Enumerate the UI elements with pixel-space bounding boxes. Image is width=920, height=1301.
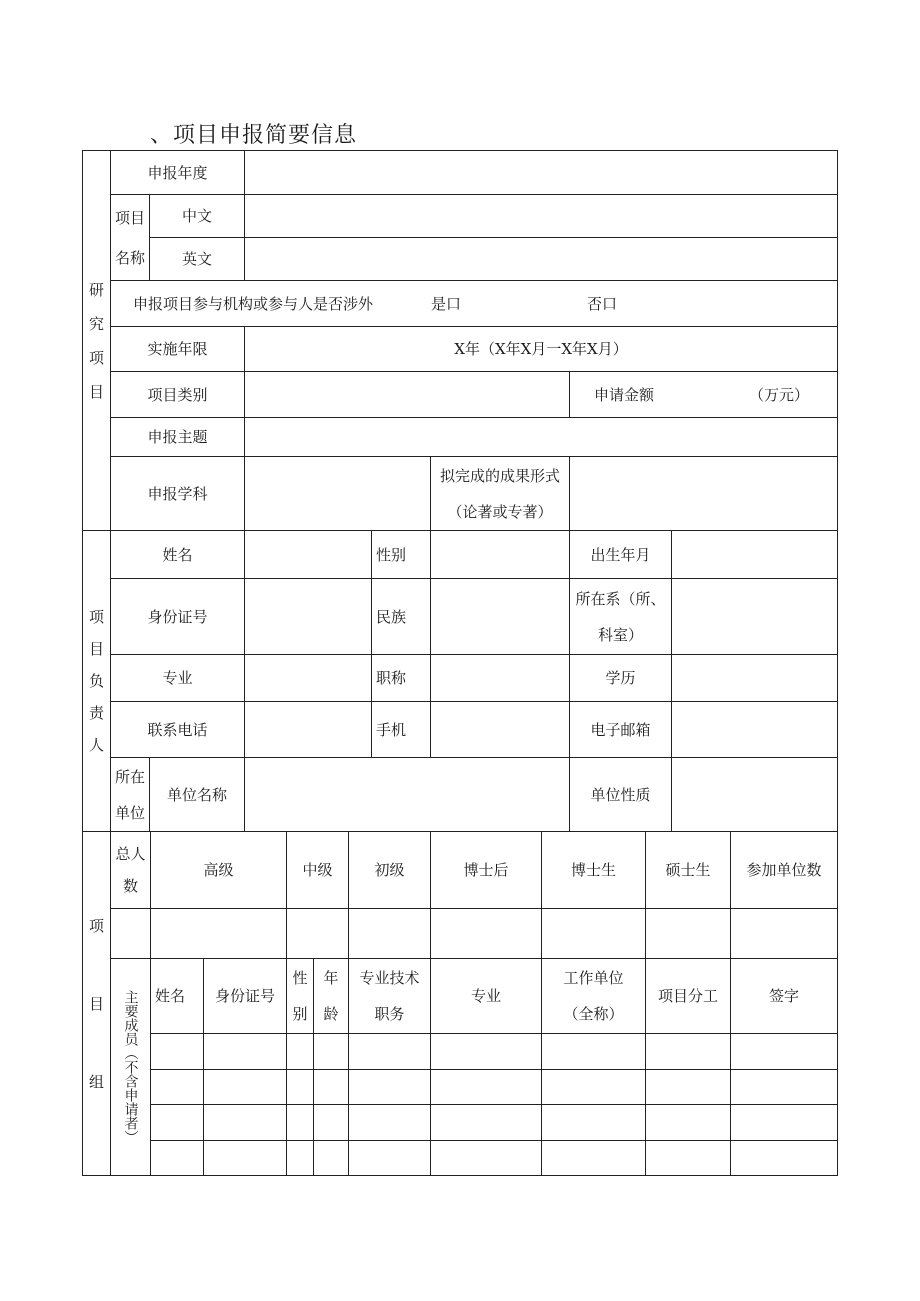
members-side-label: 主要成员（不含申请者） [110,958,151,1176]
member-cell-tech-title[interactable] [348,1069,431,1105]
count-value-senior[interactable] [150,908,287,959]
member-cell-age[interactable] [313,1069,349,1105]
count-header-postdoc: 博士后 [430,831,542,909]
leader-ethnicity-label: 民族 [371,578,431,655]
member-header-workplace: 工作单位 （全称） [541,958,646,1034]
member-cell-signature[interactable] [730,1104,838,1141]
member-cell-name[interactable] [150,1069,204,1105]
member-cell-name[interactable] [150,1033,204,1070]
amount-label: 申请金额 [594,385,655,404]
leader-title-value[interactable] [430,654,570,702]
member-header-age: 年 龄 [313,958,349,1034]
member-cell-tech-title[interactable] [348,1033,431,1070]
member-cell-age[interactable] [313,1033,349,1070]
member-cell-tech-title[interactable] [348,1140,431,1176]
leader-birth-label: 出生年月 [569,530,672,579]
cn-name-label: 中文 [149,194,245,238]
leader-name-value[interactable] [244,530,372,579]
no-checkbox[interactable]: 否口 [587,294,618,313]
member-cell-major[interactable] [430,1104,542,1141]
member-cell-major[interactable] [430,1033,542,1070]
leader-title-label: 职称 [371,654,431,702]
category-label: 项目类别 [110,371,245,418]
member-cell-workplace[interactable] [541,1033,646,1070]
topic-label: 申报主题 [110,417,245,457]
member-cell-gender[interactable] [286,1140,314,1176]
member-cell-tech-title[interactable] [348,1104,431,1141]
discipline-value[interactable] [244,456,431,531]
member-cell-gender[interactable] [286,1033,314,1070]
member-cell-role[interactable] [645,1069,731,1105]
member-cell-signature[interactable] [730,1033,838,1070]
team-total-label: 总人 数 [110,831,151,909]
leader-mobile-label: 手机 [371,701,431,758]
member-cell-signature[interactable] [730,1140,838,1176]
member-header-major: 专业 [430,958,542,1034]
member-cell-major[interactable] [430,1069,542,1105]
leader-phone-value[interactable] [244,701,372,758]
leader-org-type-label: 单位性质 [569,757,672,832]
leader-major-value[interactable] [244,654,372,702]
page-title: 、项目申报简要信息 [150,123,358,148]
foreign-question-row [110,280,838,327]
leader-id-label: 身份证号 [110,578,245,655]
foreign-question: 申报项目参与机构或参与人是否涉外 [133,294,374,313]
member-header-role: 项目分工 [645,958,731,1034]
member-cell-age[interactable] [313,1140,349,1176]
member-cell-role[interactable] [645,1033,731,1070]
count-value-total[interactable] [110,908,151,959]
count-value-junior[interactable] [348,908,431,959]
category-value[interactable] [244,371,570,418]
leader-org-name-label: 单位名称 [149,757,245,832]
leader-side-label: 项 目 负 责 人 [82,530,111,832]
member-cell-role[interactable] [645,1140,731,1176]
count-header-middle: 中级 [286,831,349,909]
member-header-gender: 性 别 [286,958,314,1034]
discipline-label: 申报学科 [110,456,245,531]
topic-value[interactable] [244,417,838,457]
count-header-senior: 高级 [150,831,287,909]
member-cell-workplace[interactable] [541,1140,646,1176]
count-value-postdoc[interactable] [430,908,542,959]
member-cell-gender[interactable] [286,1104,314,1141]
member-header-id: 身份证号 [203,958,287,1034]
duration-label: 实施年限 [110,326,245,372]
leader-id-value[interactable] [244,578,372,655]
year-label: 申报年度 [110,150,245,195]
count-value-phd[interactable] [541,908,646,959]
leader-gender-value[interactable] [430,530,570,579]
duration-value[interactable]: X年（X年X月一X年X月） [244,326,838,372]
leader-email-value[interactable] [671,701,838,758]
leader-org-type-value[interactable] [671,757,838,832]
leader-name-label: 姓名 [110,530,245,579]
cn-name-value[interactable] [244,194,838,238]
leader-org-name-value[interactable] [244,757,570,832]
outcome-label: 拟完成的成果形式 （论著或专著） [430,456,570,531]
leader-mobile-value[interactable] [430,701,570,758]
member-cell-role[interactable] [645,1104,731,1141]
count-header-master: 硕士生 [645,831,731,909]
leader-education-value[interactable] [671,654,838,702]
member-cell-workplace[interactable] [541,1104,646,1141]
yes-checkbox[interactable]: 是口 [431,294,462,313]
year-value[interactable] [244,150,838,195]
leader-dept-label: 所在系（所、 科室） [569,578,672,655]
member-cell-id[interactable] [203,1069,287,1105]
count-header-junior: 初级 [348,831,431,909]
leader-phone-label: 联系电话 [110,701,245,758]
member-cell-age[interactable] [313,1104,349,1141]
member-cell-signature[interactable] [730,1069,838,1105]
leader-education-label: 学历 [569,654,672,702]
member-cell-id[interactable] [203,1104,287,1141]
member-cell-name[interactable] [150,1140,204,1176]
member-cell-workplace[interactable] [541,1069,646,1105]
member-cell-major[interactable] [430,1140,542,1176]
member-cell-id[interactable] [203,1033,287,1070]
leader-gender-label: 性别 [371,530,431,579]
leader-org-side-label: 所在 单位 [110,757,150,832]
team-side-label: 项 目 组 [82,831,111,1176]
amount-row [569,371,838,418]
leader-major-label: 专业 [110,654,245,702]
count-value-middle[interactable] [286,908,349,959]
leader-birth-value[interactable] [671,530,838,579]
count-value-orgs[interactable] [730,908,838,959]
leader-email-label: 电子邮箱 [569,701,672,758]
leader-ethnicity-value[interactable] [430,578,570,655]
member-header-name: 姓名 [150,958,204,1034]
outcome-value[interactable] [569,456,838,531]
count-header-phd: 博士生 [541,831,646,909]
member-cell-name[interactable] [150,1104,204,1141]
member-header-signature: 签字 [730,958,838,1034]
member-cell-id[interactable] [203,1140,287,1176]
member-cell-gender[interactable] [286,1069,314,1105]
research-side-label: 研 究 项 目 [82,150,111,531]
count-header-orgs: 参加单位数 [730,831,838,909]
leader-dept-value[interactable] [671,578,838,655]
project-name-label: 项目 名称 [110,194,150,281]
amount-unit: （万元） [748,385,809,404]
en-name-value[interactable] [244,237,838,281]
en-name-label: 英文 [149,237,245,281]
member-header-tech-title: 专业技术 职务 [348,958,431,1034]
count-value-master[interactable] [645,908,731,959]
